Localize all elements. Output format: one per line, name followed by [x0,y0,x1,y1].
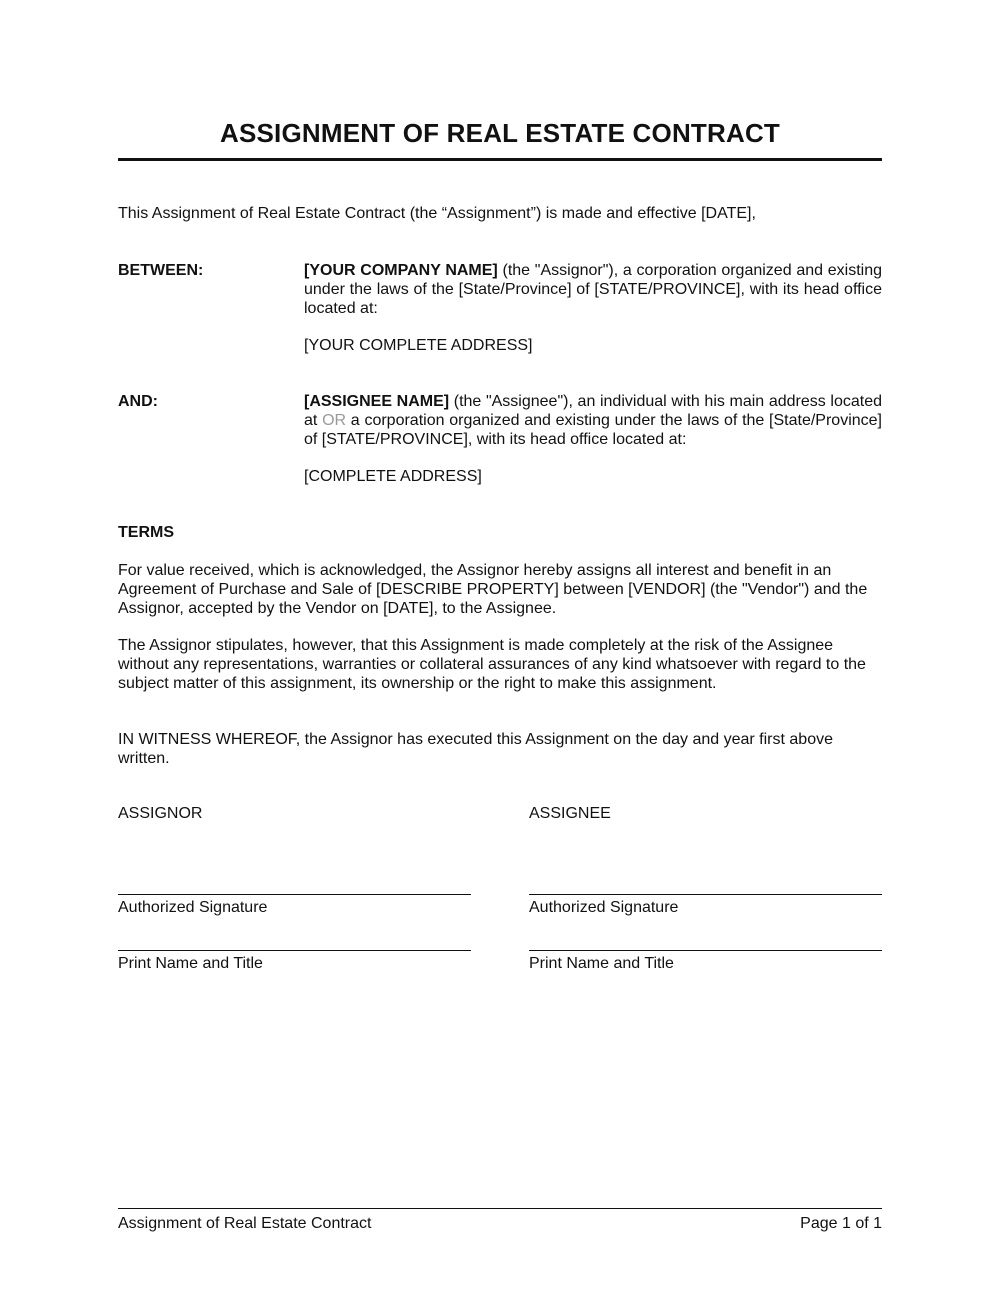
document-title: ASSIGNMENT OF REAL ESTATE CONTRACT [219,118,781,148]
terms-heading: TERMS [118,524,174,541]
assignor-signature-caption: Authorized Signature [118,899,268,916]
assignor-name: [YOUR COMPANY NAME] [304,262,498,279]
assignee-signature-caption: Authorized Signature [529,899,679,916]
assignee-signature-heading: ASSIGNEE [529,805,611,822]
assignee-name-caption: Print Name and Title [529,955,674,972]
assignee-name: [ASSIGNEE NAME] [304,393,450,410]
between-label: BETWEEN: [118,262,204,279]
assignor-party-paragraph [304,261,882,318]
or-option-text: OR [322,412,347,429]
assignor-name-line [118,950,471,951]
and-label: AND: [118,393,158,410]
footer-divider [118,1208,882,1209]
assignee-party-paragraph [304,392,882,449]
assignor-signature-line [118,894,471,895]
witness-paragraph: IN WITNESS WHEREOF, the Assignor has executed this Assignment on the day and year first above written. [118,731,833,767]
assignor-address: [YOUR COMPLETE ADDRESS] [304,337,533,354]
terms-paragraph-2: The Assignor stipulates, however, that this Assignment is made completely at the risk of the Assignee without any representations, warranties or collateral assurances of any kind whatsoever with regard to the subject matter of this assignment, its ownership or the right to make this assignment. [118,637,866,692]
assignee-signature-line [529,894,882,895]
assignee-description-a: (the "Assignee"), an individual with his main address located at [304,393,882,429]
footer-document-title: Assignment of Real Estate Contract [118,1215,372,1232]
assignee-description-b: a corporation organized and existing under the laws of the [State/Province] of [STATE/PROVINCE], with its head office located at: [304,412,882,448]
assignee-address: [COMPLETE ADDRESS] [304,468,482,485]
title-divider [118,158,882,161]
assignor-signature-heading: ASSIGNOR [118,805,203,822]
assignor-name-caption: Print Name and Title [118,955,263,972]
footer-page-number: Page 1 of 1 [800,1215,882,1232]
assignor-description: (the "Assignor"), a corporation organized and existing under the laws of the [State/Province] of [STATE/PROVINCE], with its head office located at: [304,262,883,317]
assignee-name-line [529,950,882,951]
terms-paragraph-1: For value received, which is acknowledged, the Assignor hereby assigns all interest and benefit in an Agreement of Purchase and Sale of [DESCRIBE PROPERTY] between [VENDOR] (the "Vendor") and the Assignor, accepted by the Vendor on [DATE], to the Assignee. [118,562,868,617]
intro-paragraph: This Assignment of Real Estate Contract (the “Assignment”) is made and effective [DATE], [118,205,756,222]
